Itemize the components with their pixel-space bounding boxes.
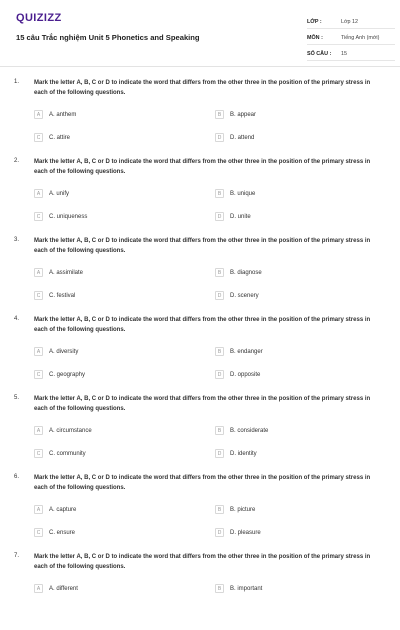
option-letter-box: C: [34, 291, 43, 300]
option-text: B. unique: [230, 190, 256, 197]
question-3: [0, 235, 400, 314]
option-text: C. geography: [49, 371, 86, 378]
question-1: [0, 77, 400, 156]
option-text: A. different: [49, 585, 78, 592]
option-letter-box: A: [34, 110, 43, 119]
option-text: B. diagnose: [230, 269, 262, 276]
option-letter-box: B: [215, 347, 224, 356]
question-text: Mark the letter A, B, C or D to indicate the word that differs from the other three in the position of the primary stress in each of the following questions.: [34, 238, 371, 254]
option-c[interactable]: [34, 448, 86, 459]
meta-label: MÔN :: [307, 34, 323, 41]
meta-label: SỐ CÂU :: [307, 50, 332, 57]
option-letter-box: D: [215, 291, 224, 300]
option-a[interactable]: [34, 346, 78, 357]
question-text: Mark the letter A, B, C or D to indicate the word that differs from the other three in the position of the primary stress in each of the following questions.: [34, 554, 371, 570]
quizizz-logo: QUIZIZZ: [16, 12, 62, 24]
option-letter-box: D: [215, 370, 224, 379]
option-c[interactable]: [34, 290, 75, 301]
option-letter-box: A: [34, 268, 43, 277]
meta-table: [307, 15, 395, 63]
question-text: Mark the letter A, B, C or D to indicate the word that differs from the other three in the position of the primary stress in each of the following questions.: [34, 396, 371, 412]
option-letter-box: B: [215, 426, 224, 435]
option-text: D. opposite: [230, 371, 261, 378]
header-divider: [0, 66, 400, 67]
option-d[interactable]: [215, 290, 259, 301]
question-number: 4.: [14, 316, 20, 322]
option-letter-box: D: [215, 528, 224, 537]
option-d[interactable]: [215, 527, 261, 538]
option-c[interactable]: [34, 527, 75, 538]
question-number: 2.: [14, 158, 20, 164]
option-b[interactable]: [215, 425, 268, 436]
option-text: C. uniqueness: [49, 213, 88, 220]
option-letter-box: A: [34, 189, 43, 198]
question-number: 5.: [14, 395, 20, 401]
option-letter-box: C: [34, 133, 43, 142]
meta-row-subject: [307, 31, 395, 45]
question-text: Mark the letter A, B, C or D to indicate the word that differs from the other three in the position of the primary stress in each of the following questions.: [34, 80, 371, 96]
option-letter-box: D: [215, 133, 224, 142]
option-text: B. appear: [230, 111, 257, 118]
option-letter-box: C: [34, 528, 43, 537]
option-text: A. diversity: [49, 348, 79, 355]
question-number: 1.: [14, 79, 20, 85]
option-b[interactable]: [215, 346, 263, 357]
question-number: 3.: [14, 237, 20, 243]
option-text: A. assimilate: [49, 269, 84, 276]
option-d[interactable]: [215, 369, 260, 380]
option-text: C. festival: [49, 292, 76, 299]
option-text: D. scenery: [230, 292, 259, 299]
option-letter-box: D: [215, 212, 224, 221]
option-b[interactable]: [215, 188, 255, 199]
option-letter-box: B: [215, 505, 224, 514]
meta-value: Tiếng Anh (mới): [341, 34, 380, 41]
option-text: B. endanger: [230, 348, 263, 355]
option-b[interactable]: [215, 583, 262, 594]
meta-row-class: [307, 15, 395, 29]
question-text: Mark the letter A, B, C or D to indicate the word that differs from the other three in the position of the primary stress in each of the following questions.: [34, 159, 371, 175]
question-7: [0, 551, 400, 630]
option-text: B. picture: [230, 506, 256, 513]
question-5: [0, 393, 400, 472]
option-letter-box: D: [215, 449, 224, 458]
option-a[interactable]: [34, 267, 83, 278]
option-text: C. community: [49, 450, 86, 457]
question-4: [0, 314, 400, 393]
option-a[interactable]: [34, 504, 76, 515]
option-b[interactable]: [215, 267, 262, 278]
question-number: 6.: [14, 474, 20, 480]
question-text: Mark the letter A, B, C or D to indicate the word that differs from the other three in the position of the primary stress in each of the following questions.: [34, 317, 371, 333]
option-text: D. unite: [230, 213, 251, 220]
option-d[interactable]: [215, 448, 257, 459]
option-a[interactable]: [34, 583, 78, 594]
option-c[interactable]: [34, 369, 85, 380]
option-letter-box: A: [34, 347, 43, 356]
option-letter-box: A: [34, 505, 43, 514]
option-text: D. attend: [230, 134, 255, 141]
option-letter-box: B: [215, 189, 224, 198]
option-text: B. important: [230, 585, 263, 592]
meta-row-count: [307, 47, 395, 61]
option-text: A. anthem: [49, 111, 77, 118]
option-a[interactable]: [34, 425, 92, 436]
meta-label: LỚP :: [307, 18, 322, 25]
option-text: B. considerate: [230, 427, 269, 434]
meta-value: Lớp 12: [341, 18, 359, 25]
option-text: D. identity: [230, 450, 257, 457]
option-letter-box: C: [34, 370, 43, 379]
option-a[interactable]: [34, 188, 69, 199]
option-text: C. ensure: [49, 529, 76, 536]
option-d[interactable]: [215, 211, 251, 222]
question-text: Mark the letter A, B, C or D to indicate the word that differs from the other three in the position of the primary stress in each of the following questions.: [34, 475, 371, 491]
option-letter-box: A: [34, 584, 43, 593]
option-text: A. circumstance: [49, 427, 92, 434]
question-number: 7.: [14, 553, 20, 559]
question-list: [0, 77, 400, 630]
question-6: [0, 472, 400, 551]
option-letter-box: C: [34, 449, 43, 458]
option-text: A. unify: [49, 190, 70, 197]
option-letter-box: B: [215, 584, 224, 593]
option-letter-box: A: [34, 426, 43, 435]
option-c[interactable]: [34, 211, 87, 222]
option-letter-box: B: [215, 110, 224, 119]
option-letter-box: C: [34, 212, 43, 221]
meta-value: 15: [341, 50, 347, 57]
worksheet-title: 15 câu Trắc nghiệm Unit 5 Phonetics and Speaking: [16, 33, 200, 42]
option-letter-box: B: [215, 268, 224, 277]
option-text: D. pleasure: [230, 529, 261, 536]
question-2: [0, 156, 400, 235]
option-text: A. capture: [49, 506, 77, 513]
option-b[interactable]: [215, 109, 256, 120]
option-c[interactable]: [34, 132, 70, 143]
option-a[interactable]: [34, 109, 76, 120]
option-text: C. attire: [49, 134, 71, 141]
option-b[interactable]: [215, 504, 255, 515]
option-d[interactable]: [215, 132, 254, 143]
